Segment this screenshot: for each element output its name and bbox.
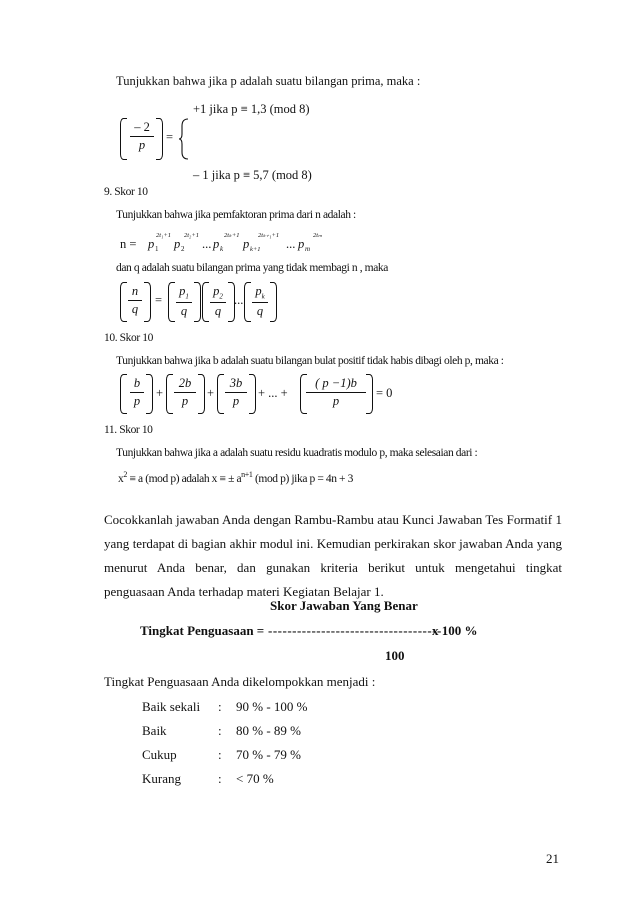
left-paren bbox=[120, 118, 127, 160]
frac-den: q bbox=[214, 303, 222, 318]
plus-sign: + bbox=[156, 386, 164, 400]
svg-text:...: ... bbox=[286, 237, 296, 251]
grouping-label: Cukup bbox=[142, 747, 177, 762]
q10-heading: 10. Skor 10 bbox=[104, 332, 153, 344]
right-paren bbox=[366, 374, 373, 414]
svg-text:p: p bbox=[298, 237, 305, 251]
q11-line2 bbox=[118, 470, 353, 485]
formula-numerator: Skor Jawaban Yang Benar bbox=[270, 598, 418, 613]
q9-heading: 9. Skor 10 bbox=[104, 186, 148, 198]
left-paren bbox=[120, 374, 127, 414]
ellipsis: ... bbox=[234, 293, 244, 307]
fraction-bar bbox=[174, 392, 196, 393]
svg-text:2tₖ₊₁+1: 2tₖ₊₁+1 bbox=[258, 232, 280, 239]
q8-case-minus: – 1 jika p ≡ 5,7 (mod 8) bbox=[193, 168, 312, 182]
right-paren bbox=[194, 282, 201, 322]
fraction-bar bbox=[225, 392, 247, 393]
grouping-separator: : bbox=[218, 699, 222, 714]
brace-icon bbox=[178, 118, 190, 160]
frac-num: p bbox=[179, 284, 186, 298]
left-paren bbox=[217, 374, 224, 414]
svg-text:p: p bbox=[243, 237, 250, 251]
frac-num: n bbox=[131, 284, 139, 298]
q9-factorization-formula bbox=[118, 226, 378, 256]
equals-sign: = bbox=[155, 293, 163, 307]
q11-line1: Tunjukkan bahwa jika a adalah suatu residu kuadratis modulo p, maka selesaian dari : bbox=[116, 447, 478, 459]
q11-heading: 11. Skor 10 bbox=[104, 424, 153, 436]
q9-frac-p1-q bbox=[176, 284, 192, 319]
grouping-range: 90 % - 100 % bbox=[236, 699, 308, 714]
left-paren bbox=[166, 374, 173, 414]
svg-text:k: k bbox=[220, 245, 224, 253]
fraction-bar bbox=[306, 392, 366, 393]
q8-frac-den: p bbox=[138, 138, 146, 152]
right-paren bbox=[270, 282, 277, 322]
ellipsis-sum: + ... + bbox=[258, 386, 288, 400]
grouping-label: Kurang bbox=[142, 771, 181, 786]
left-paren bbox=[168, 282, 175, 322]
grouping-label: Baik bbox=[142, 723, 167, 738]
svg-text:2t₁+1: 2t₁+1 bbox=[156, 232, 171, 239]
q10-frac-1 bbox=[130, 376, 144, 409]
svg-text:p: p bbox=[148, 237, 155, 251]
svg-text:2t₂+1: 2t₂+1 bbox=[184, 232, 199, 239]
q8-frac-num: – 2 bbox=[134, 120, 150, 134]
q10-frac-2 bbox=[174, 376, 196, 409]
svg-text:p: p bbox=[174, 237, 181, 251]
frac-num: ( p −1)b bbox=[315, 376, 357, 390]
grouping-intro: Tingkat Penguasaan Anda dikelompokkan menjadi : bbox=[104, 674, 376, 689]
right-paren bbox=[146, 374, 153, 414]
fraction-bar bbox=[210, 302, 226, 303]
q8-case-plus: +1 jika p ≡ 1,3 (mod 8) bbox=[193, 102, 310, 116]
svg-text:1: 1 bbox=[155, 245, 159, 253]
variable-x: x bbox=[118, 472, 124, 485]
formula-denominator: 100 bbox=[385, 648, 405, 663]
right-paren bbox=[198, 374, 205, 414]
frac-den: p bbox=[133, 394, 141, 408]
frac-num: 2b bbox=[178, 376, 192, 390]
q10-frac-3 bbox=[225, 376, 247, 409]
frac-den: q bbox=[256, 303, 264, 318]
q8-intro: Tunjukkan bahwa jika p adalah suatu bilangan prima, maka : bbox=[116, 74, 421, 88]
frac-den: p bbox=[181, 394, 189, 408]
formula-label: Tingkat Penguasaan = bbox=[140, 623, 265, 638]
fraction-bar bbox=[130, 136, 154, 137]
q9-frac-n-q bbox=[128, 284, 142, 317]
fraction-bar bbox=[176, 302, 192, 303]
q9-frac-p2-q bbox=[210, 284, 226, 319]
grouping-separator: : bbox=[218, 747, 222, 762]
svg-text:2: 2 bbox=[181, 245, 185, 253]
subscript: 1 bbox=[185, 292, 189, 301]
left-paren bbox=[202, 282, 209, 322]
page-number: 21 bbox=[546, 851, 559, 866]
grouping-range: 80 % - 89 % bbox=[236, 723, 301, 738]
svg-text:n =: n = bbox=[120, 237, 137, 251]
fraction-bar bbox=[252, 302, 268, 303]
frac-num: p bbox=[213, 284, 220, 298]
grouping-range: 70 % - 79 % bbox=[236, 747, 301, 762]
left-paren bbox=[244, 282, 251, 322]
frac-num: 3b bbox=[229, 376, 243, 390]
formula-times: x 100 % bbox=[432, 623, 478, 638]
svg-text:p: p bbox=[213, 237, 220, 251]
equals-zero: = 0 bbox=[376, 386, 393, 400]
plus-sign: + bbox=[207, 386, 215, 400]
q8-equals: = bbox=[166, 130, 174, 144]
q8-fraction bbox=[130, 120, 154, 153]
instruction-paragraph: Cocokkanlah jawaban Anda dengan Rambu-Rambu atau Kunci Jawaban Tes Formatif 1 yang terdapat di bagian akhir modul ini. Kemudian perkirakan skor jawaban Anda yang menurut Anda benar, dan gunakan kriteria berikut untuk mengetahui tingkat penguasaan Anda terhadap materi Kegiatan Belajar 1. bbox=[104, 512, 562, 599]
frac-den: p bbox=[332, 394, 340, 408]
q9-line2: dan q adalah suatu bilangan prima yang tidak membagi n , maka bbox=[116, 262, 388, 274]
formula-divider: ------------------------------------ bbox=[268, 623, 442, 638]
grouping-range: < 70 % bbox=[236, 771, 274, 786]
grouping-separator: : bbox=[218, 771, 222, 786]
svg-text:...: ... bbox=[202, 237, 212, 251]
frac-den: q bbox=[180, 303, 188, 318]
frac-den: p bbox=[232, 394, 240, 408]
right-paren bbox=[156, 118, 163, 160]
svg-text:k+1: k+1 bbox=[250, 246, 261, 253]
q11-condition: (mod p) jika p = 4n + 3 bbox=[254, 472, 353, 485]
q10-frac-last bbox=[306, 376, 366, 409]
svg-text:2tₘ: 2tₘ bbox=[313, 232, 323, 239]
q11-congruence: ≡ a (mod p) adalah x ≡ ± a bbox=[129, 472, 242, 485]
right-paren bbox=[249, 374, 256, 414]
right-paren bbox=[144, 282, 151, 322]
frac-num: p bbox=[255, 284, 262, 298]
svg-text:2tₖ+1: 2tₖ+1 bbox=[224, 232, 240, 239]
q9-frac-pk-q bbox=[252, 284, 268, 319]
frac-den: q bbox=[131, 302, 139, 316]
subscript: 2 bbox=[219, 292, 223, 301]
grouping-label: Baik sekali bbox=[142, 699, 201, 714]
superscript: n+1 bbox=[241, 470, 253, 479]
fraction-bar bbox=[130, 392, 144, 393]
q10-line1: Tunjukkan bahwa jika b adalah suatu bilangan bulat positif tidak habis dibagi oleh p, maka : bbox=[116, 355, 504, 367]
subscript: k bbox=[261, 292, 265, 301]
superscript: 2 bbox=[123, 470, 127, 479]
frac-num: b bbox=[133, 376, 141, 390]
fraction-bar bbox=[128, 300, 142, 301]
grouping-separator: : bbox=[218, 723, 222, 738]
left-paren bbox=[120, 282, 127, 322]
q9-line1: Tunjukkan bahwa jika pemfaktoran prima dari n adalah : bbox=[116, 209, 356, 221]
svg-text:m: m bbox=[305, 245, 311, 253]
